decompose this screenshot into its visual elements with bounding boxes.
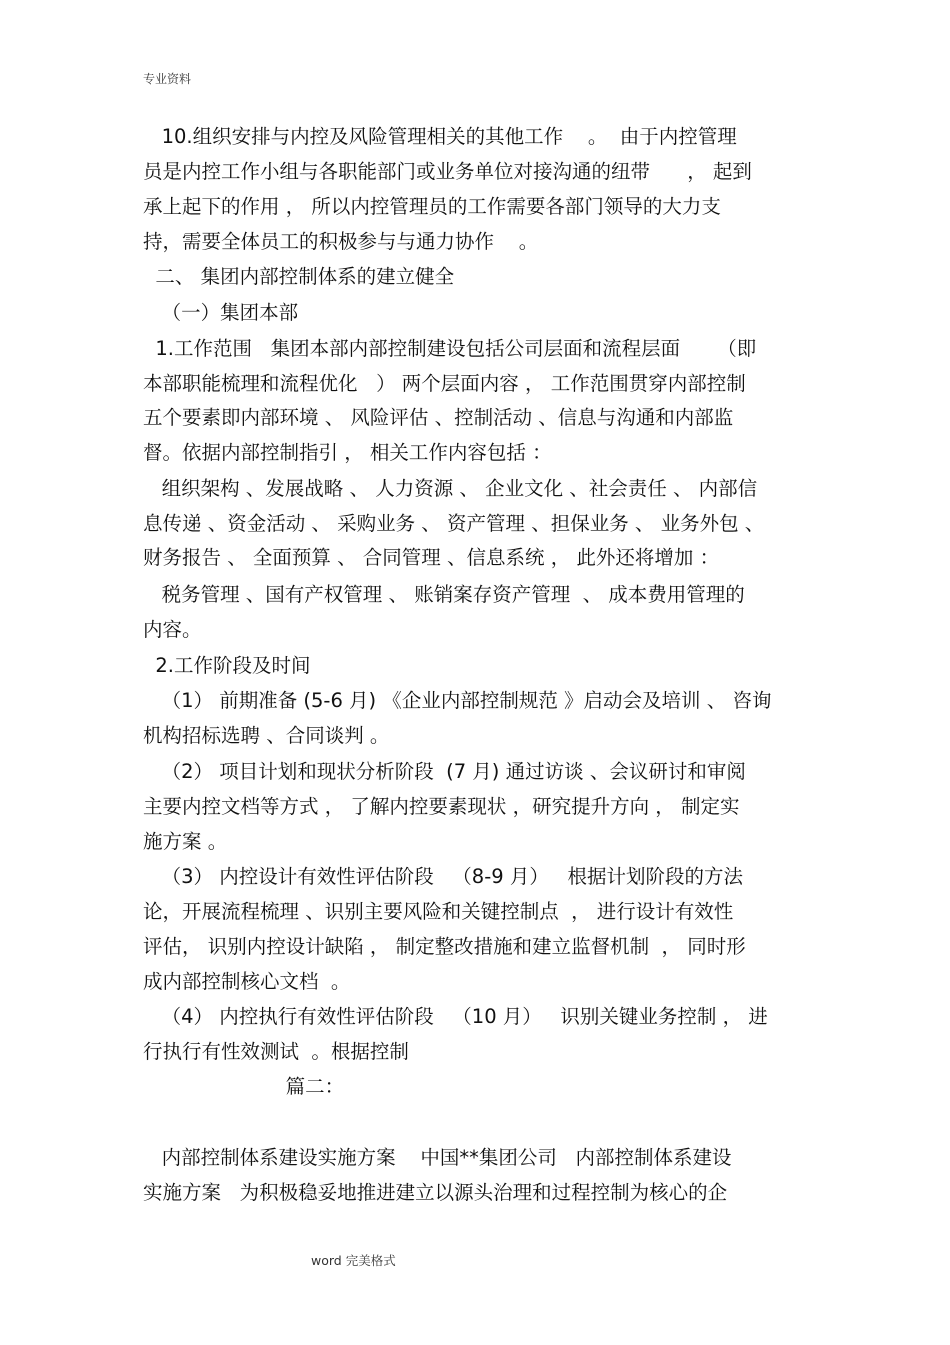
part-heading: 篇二：: [143, 1075, 345, 1098]
body-line: 督。依据内部控制指引 ， 相关工作内容包括 ：: [143, 441, 552, 464]
body-line: 组织架构 、发展战略 、 人力资源 、 企业文化 、社会责任 、 内部信: [143, 477, 758, 500]
body-line: 本部职能梳理和流程优化 ） 两个层面内容 ， 工作范围贯穿内部控制: [143, 372, 746, 395]
body-line: 10.组织安排与内控及风险管理相关的其他工作 。 由于内控管理: [143, 125, 737, 148]
body-line: 行执行有性效测试 。根据控制: [143, 1040, 409, 1063]
body-line: 员是内控工作小组与各职能部门或业务单位对接沟通的纽带 ， 起到: [143, 160, 752, 183]
body-line: 内部控制体系建设实施方案 中国**集团公司 内部控制体系建设: [143, 1146, 732, 1169]
body-line: 承上起下的作用 ， 所以内控管理员的工作需要各部门领导的大力支: [143, 195, 721, 218]
body-line: （4） 内控执行有效性评估阶段 （10 月） 识别关键业务控制 ， 进: [143, 1005, 768, 1028]
body-line: 主要内控文档等方式 ， 了解内控要素现状 ，研究提升方向 ， 制定实: [143, 795, 740, 818]
section-heading: 二、 集团内部控制体系的建立健全: [143, 265, 455, 288]
body-line: （1） 前期准备 (5-6 月) 《企业内部控制规范 》启动会及培训 、 咨询: [143, 689, 772, 712]
body-line: 财务报告 、 全面预算 、 合同管理 、信息系统 ， 此外还将增加 ：: [143, 546, 720, 569]
body-line: 成内部控制核心文档 。: [143, 970, 351, 993]
body-line: （3） 内控设计有效性评估阶段 （8-9 月） 根据计划阶段的方法: [143, 865, 743, 888]
body-line: 五个要素即内部环境 、 风险评估 、控制活动 、信息与沟通和内部监: [143, 406, 734, 429]
body-line: 持，需要全体员工的积极参与与通力协作 。: [143, 230, 539, 253]
body-line: 评估， 识别内控设计缺陷 ， 制定整改措施和建立监督机制 ， 同时形: [143, 935, 746, 958]
header-label: 专业资料: [143, 72, 192, 86]
body-line: 论，开展流程梳理 、识别主要风险和关键控制点 ， 进行设计有效性: [143, 900, 734, 923]
body-line: 施方案 。: [143, 830, 228, 853]
body-line: 税务管理 、国有产权管理 、 账销案存资产管理 、 成本费用管理的: [143, 583, 745, 606]
body-line: 2.工作阶段及时间: [143, 654, 311, 677]
body-line: 1.工作范围 集团本部内部控制建设包括公司层面和流程层面 （即: [143, 337, 757, 360]
footer-label: word 完美格式: [311, 1253, 396, 1268]
subsection-heading: （一）集团本部: [143, 301, 299, 324]
body-line: 机构招标选聘 、合同谈判 。: [143, 724, 390, 747]
body-line: 息传递 、资金活动 、 采购业务 、 资产管理 、担保业务 、 业务外包 、: [143, 512, 765, 535]
body-line: 内容。: [143, 618, 202, 641]
body-line: （2） 项目计划和现状分析阶段 (7 月) 通过访谈 、会议研讨和审阅: [143, 760, 746, 783]
body-line: 实施方案 为积极稳妥地推进建立以源头治理和过程控制为核心的企: [143, 1181, 728, 1204]
